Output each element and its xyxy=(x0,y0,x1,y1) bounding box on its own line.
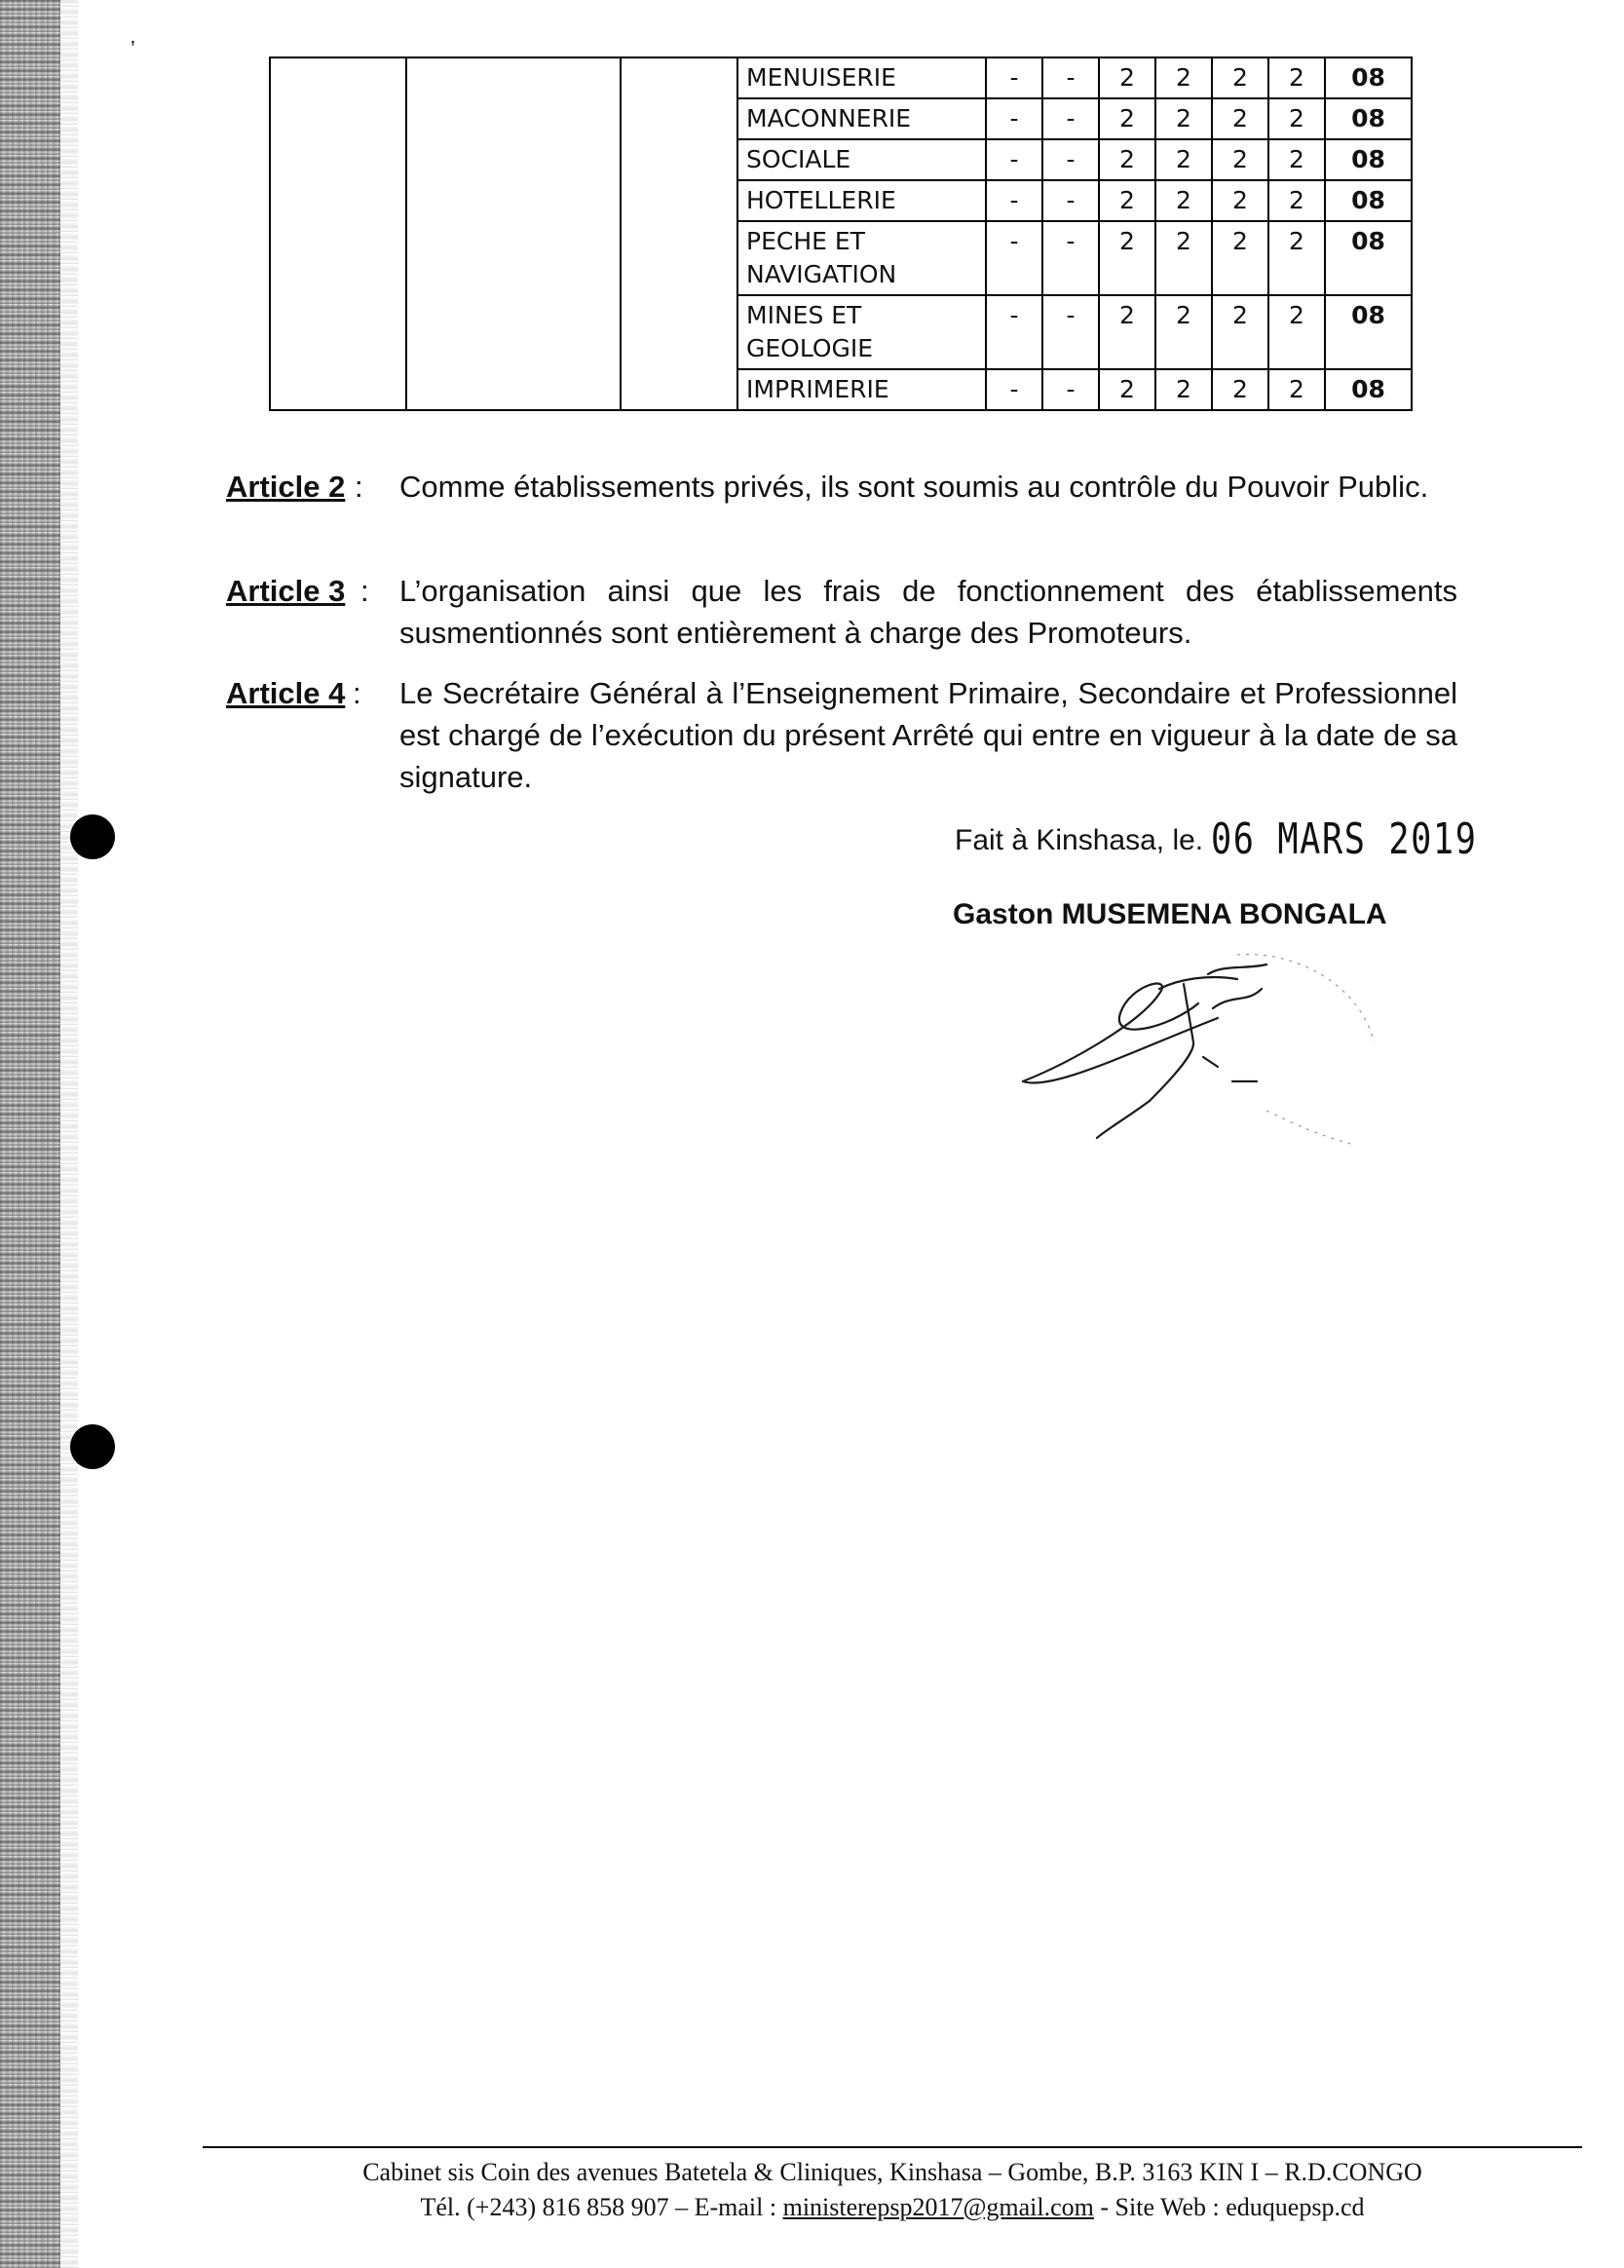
subjects-table xyxy=(269,57,1413,411)
article-label: Article 2 xyxy=(226,470,346,504)
value-cell: - xyxy=(1042,221,1099,295)
value-cell: 2 xyxy=(1155,57,1212,98)
subject-name-cell: SOCIALE xyxy=(737,139,986,180)
value-cell: - xyxy=(986,180,1042,221)
subject-name-cell: IMPRIMERIE xyxy=(737,369,986,410)
value-cell: 2 xyxy=(1268,98,1325,139)
subject-name-cell: MINES ET GEOLOGIE xyxy=(737,295,986,369)
article-3 xyxy=(226,570,1457,654)
footer-site: - Site Web : eduquepsp.cd xyxy=(1093,2193,1365,2221)
total-cell: 08 xyxy=(1325,57,1412,98)
signer-name: Gaston MUSEMENA BONGALA xyxy=(953,898,1387,930)
value-cell: 2 xyxy=(1212,98,1268,139)
scan-speck: ʼ xyxy=(131,37,135,61)
value-cell: - xyxy=(1042,139,1099,180)
total-cell: 08 xyxy=(1325,139,1412,180)
footer-tel: Tél. (+243) 816 858 907 – E-mail : xyxy=(420,2193,783,2221)
value-cell: - xyxy=(1042,295,1099,369)
value-cell: 2 xyxy=(1099,139,1155,180)
article-label: Article 3 xyxy=(226,574,346,608)
value-cell: - xyxy=(986,369,1042,410)
value-cell: 2 xyxy=(1155,369,1212,410)
subject-name-cell: MENUISERIE xyxy=(737,57,986,98)
footer-contact xyxy=(203,2190,1582,2225)
article-4 xyxy=(226,672,1457,798)
punch-hole-top xyxy=(70,814,115,859)
value-cell: 2 xyxy=(1212,295,1268,369)
value-cell: 2 xyxy=(1099,221,1155,295)
value-cell: 2 xyxy=(1099,180,1155,221)
article-2 xyxy=(226,466,1457,508)
total-cell: 08 xyxy=(1325,221,1412,295)
value-cell: - xyxy=(986,98,1042,139)
value-cell: 2 xyxy=(1212,180,1268,221)
empty-cell xyxy=(406,57,621,410)
footer-divider xyxy=(203,2146,1582,2148)
footer-email-link[interactable]: ministerepsp2017@gmail.com xyxy=(782,2193,1094,2221)
article-colon: : xyxy=(355,470,363,504)
article-text: Comme établissements privés, ils sont soumis au contrôle du Pouvoir Public. xyxy=(399,470,1429,504)
total-cell: 08 xyxy=(1325,180,1412,221)
value-cell: - xyxy=(1042,369,1099,410)
subject-name-cell: PECHE ET NAVIGATION xyxy=(737,221,986,295)
value-cell: - xyxy=(986,295,1042,369)
value-cell: 2 xyxy=(1268,180,1325,221)
total-cell: 08 xyxy=(1325,369,1412,410)
value-cell: 2 xyxy=(1268,57,1325,98)
subjects-table-body xyxy=(270,57,1412,410)
value-cell: 2 xyxy=(1268,139,1325,180)
value-cell: 2 xyxy=(1155,180,1212,221)
value-cell: 2 xyxy=(1212,139,1268,180)
handwritten-signature xyxy=(1013,935,1422,1159)
empty-cell xyxy=(621,57,737,410)
date-stamp: 06 MARS 2019 xyxy=(1211,814,1478,864)
subject-name-cell: MACONNERIE xyxy=(737,98,986,139)
article-colon: : xyxy=(353,676,361,710)
subject-name-cell: HOTELLERIE xyxy=(737,180,986,221)
total-cell: 08 xyxy=(1325,98,1412,139)
place-and-date xyxy=(955,814,1544,864)
article-text: L’organisation ainsi que les frais de fonctionnement des établissements susmentionnés sont entièrement à charge des Promoteurs. xyxy=(399,574,1457,650)
scan-edge-noise xyxy=(0,0,60,2268)
article-text: Le Secrétaire Général à l’Enseignement Primaire, Secondaire et Professionnel est chargé de l’exécution du présent Arrêté qui entre en vigueur à la date de sa signature. xyxy=(399,676,1457,794)
value-cell: 2 xyxy=(1155,295,1212,369)
value-cell: 2 xyxy=(1099,295,1155,369)
value-cell: 2 xyxy=(1268,295,1325,369)
footer-address: Cabinet sis Coin des avenues Batetela & Cliniques, Kinshasa – Gombe, B.P. 3163 KIN I – R.D.CONGO xyxy=(362,2158,1422,2186)
value-cell: 2 xyxy=(1099,369,1155,410)
empty-cell xyxy=(270,57,406,410)
value-cell: - xyxy=(986,221,1042,295)
value-cell: 2 xyxy=(1155,139,1212,180)
table-row xyxy=(270,57,1412,98)
punch-hole-bottom xyxy=(70,1424,115,1469)
total-cell: 08 xyxy=(1325,295,1412,369)
value-cell: 2 xyxy=(1212,369,1268,410)
value-cell: - xyxy=(986,139,1042,180)
value-cell: 2 xyxy=(1268,369,1325,410)
place-text: Fait à Kinshasa, le. xyxy=(955,824,1204,856)
value-cell: 2 xyxy=(1099,98,1155,139)
value-cell: - xyxy=(986,57,1042,98)
page-footer xyxy=(203,2155,1582,2225)
value-cell: - xyxy=(1042,180,1099,221)
article-colon: : xyxy=(360,574,369,608)
article-label: Article 4 xyxy=(226,676,346,710)
value-cell: 2 xyxy=(1155,98,1212,139)
value-cell: 2 xyxy=(1099,57,1155,98)
value-cell: - xyxy=(1042,57,1099,98)
value-cell: 2 xyxy=(1212,221,1268,295)
value-cell: 2 xyxy=(1155,221,1212,295)
value-cell: 2 xyxy=(1212,57,1268,98)
value-cell: 2 xyxy=(1268,221,1325,295)
value-cell: - xyxy=(1042,98,1099,139)
